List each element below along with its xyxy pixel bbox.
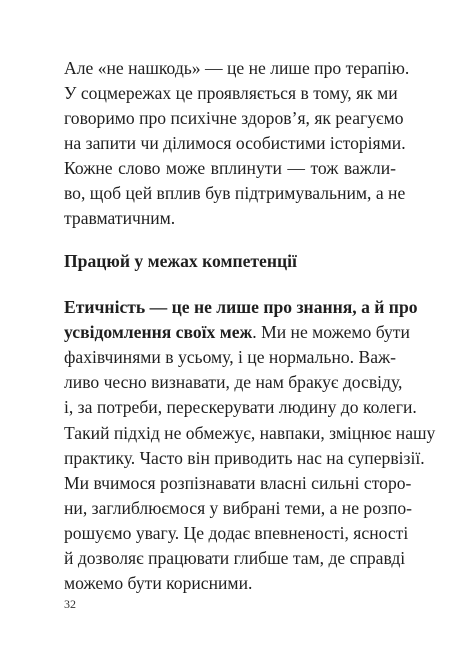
paragraph-3-line: й дозволяє працювати глибше там, де справді [64, 548, 406, 568]
paragraph-2-line: ливо чесно визнавати, де нам бракує досвіду, [64, 372, 403, 392]
page-number: 32 [64, 597, 76, 611]
paragraph-2-bold-line: Етичність — це не лише про знання, а й про [64, 297, 418, 317]
section-heading: Працюй у межах компетенції [64, 251, 297, 271]
paragraph-3-line: Такий підхід не обмежує, навпаки, зміцнює нашу [64, 423, 436, 443]
paragraph-1-line: на запити чи ділимося особистими історіями. [64, 133, 406, 153]
paragraph-3-line: Ми вчимося розпізнавати власні сильні сторо- [64, 473, 412, 493]
paragraph-1-line: У соцмережах це проявляється в тому, як ми [64, 83, 398, 103]
paragraph-2-mixed-line [64, 320, 410, 344]
paragraph-3-line: практику. Часто він приводить нас на супервізії. [64, 448, 425, 468]
paragraph-1-line: Але «не нашкодь» — це не лише про терапію. [64, 58, 410, 78]
paragraph-3-line: ни, заглиблюємося у вибрані теми, а не розпо- [64, 498, 413, 518]
paragraph-3-line: рошуємо увагу. Це додає впевненості, ясності [64, 523, 409, 543]
paragraph-1-line: во, щоб цей вплив був підтримувальним, а не [64, 183, 406, 203]
paragraph-3-line: можемо бути корисними. [64, 573, 253, 593]
paragraph-1-line: Кожне слово може вплинути — тож важли- [64, 158, 396, 178]
paragraph-1-line: говоримо про психічне здоров’я, як реагуємо [64, 108, 404, 128]
paragraph-2-line: і, за потреби, перескерувати людину до колеги. [64, 397, 417, 417]
paragraph-2-line: фахівчинями в усьому, і це нормально. Важ- [64, 347, 397, 367]
paragraph-2-regular-fragment: . Ми не можемо бути [252, 322, 410, 342]
paragraph-1-line: травматичним. [64, 208, 176, 228]
paragraph-2-bold-fragment: усвідомлення своїх меж [64, 322, 253, 342]
